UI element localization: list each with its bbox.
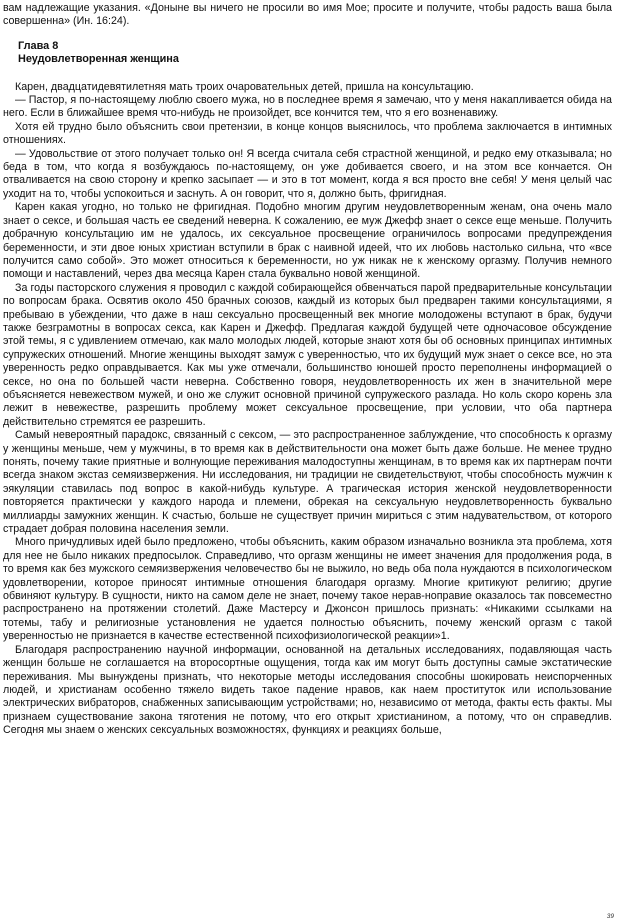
paragraph: Карен какая угодно, но только не фригидная. Подобно многим другим неудовлетворенным женам, она очень мало знает о сексе, и большая часть ее сведений неверна. К сожалению, ее муж Джефф знает о сексе еще меньше. Получить добрачную консультацию им не удалось, их сексуальное просвещение ограничилось вопросами предупреждения беременности, и эти двое юных христиан вступили в брак с наивной идеей, что их любовь настолько сильна, что «все получится само собой». Это может относиться к беременности, но уж никак не к женскому оргазму. Получив немного помощи и наставлений, через два месяца Карен стала буквально новой женщиной. (3, 201, 612, 281)
chapter-title: Неудовлетворенная женщина (18, 53, 179, 66)
paragraph: — Пастор, я по-настоящему люблю своего мужа, но в последнее время я замечаю, что у меня накапливается обида на него. Если в ближайшее время что-нибудь не произойдет, все кончится тем, что я его возненавижу. (3, 94, 612, 120)
intro-paragraph: вам надлежащие указания. «Доныне вы ничего не просили во имя Мое; просите и получите, чтобы радость ваша была совершенна» (Ин. 16:24). (3, 2, 612, 28)
paragraph: — Удовольствие от этого получает только он! Я всегда считала себя страстной женщиной, и редко ему отказывала; но беда в том, что когда я возбуждаюсь по-настоящему, он уже добивается своего, и на этом все кончается. Он отваливается на свою сторону и крепко засыпает — и это в тот момент, когда я вся просто вне себя! У меня целый час уходит на то, чтобы успокоиться и заснуть. А он говорит, что я, должно быть, фригидная. (3, 147, 612, 200)
paragraph: Хотя ей трудно было объяснить свои претензии, в конце концов выяснилось, что проблема заключается в интимных отношениях. (3, 120, 612, 147)
paragraph: Самый невероятный парадокс, связанный с сексом, — это распространенное заблуждение, что способность к оргазму у женщины меньше, чем у мужчины, в то время как в действительности она может быть даже больше. Не менее трудно понять, почему такие приятные и волнующие переживания малодоступны женщинам, в то время как их партнерам почти всегда знаком экстаз семяизвержения. Ни исследования, ни традиции не свидетельствуют, чтобы способность мужчин к эякуляции ставилась под вопрос в какой-нибудь культуре. А трагическая история женской неудовлетворенности повторяется практически у каждого народа и племени, обрекая на сексуальную неудовлетворенность буквально миллиарды замужних женщин. К счастью, больше не существует причин мириться с этим надувательством, от которого страдает добрая половина населения земли. (3, 429, 612, 536)
paragraph: Много причудливых идей было предложено, чтобы объяснить, каким образом изначально возникла эта проблема, хотя для нее не было никаких предпосылок. Справедливо, что оргазм женщины не имеет значения для продолжения рода, в то время как без мужского семяизвержения человечество бы не выжило, но ведь оба пола нуждаются в психологическом удовлетворении, которое приносят интимные отношения благодаря оргазму. Многие критикуют религию; другие обвиняют культуру. В сущности, никто на самом деле не знает, почему такое нерав-ноправие оказалось так повсеместно распространено на протяжении столетий. Даже Мастерсу и Джонсон пришлось признать: «Никакими ссылками на тотемы, табу и религиозные установления не удается полностью объяснить, почему женский оргазм с такой уверенностью не признается в качестве естественной психофизиологической реакции»1. (3, 536, 612, 643)
chapter-heading (18, 40, 612, 67)
paragraph: Благодаря распространению научной информации, основанной на детальных исследованиях, подавляющая часть женщин больше не соглашается на второсортные ощущения, тогда как им могут быть доступны самые экстатические переживания. Мы вынуждены признать, что некоторые методы исследования способны шокировать неиспорченных людей, и христианам особенно тяжело видеть такое падение нравов, как наем проституток или использование электрических вибраторов, снабженных записывающим устройствами; но, независимо от метода, факты есть факты. Мы признаем существование закона тяготения не потому, что его открыт христианином, а потому, что он справедлив. Сегодня мы знаем о женских сексуальных возможностях, функциях и реакциях больше, (3, 643, 612, 737)
page-number: 39 (606, 913, 614, 920)
paragraph: Карен, двадцатидевятилетняя мать троих очаровательных детей, пришла на консультацию. (15, 80, 474, 93)
paragraph: За годы пасторского служения я проводил с каждой собирающейся обвенчаться парой предварительные консультации по вопросам брака. Освятив около 450 брачных союзов, каждый из которых был предварен такими консультациями, я пребываю в убеждении, что даже в наш сексуально просвещенный век многие молодожены вступают в брак, будучи также безграмотны в вопросах секса, как Карен и Джефф. Предлагая каждой будущей чете одночасовое обсуждение этой темы, я с удивлением отмечаю, как мало молодых людей, которые знают хотя бы об основных принципах интимных супружеских отношений. Многие женщины выходят замуж с уверенностью, что их будущий муж знает о сексе все, но эта уверенность редко оправдывается. Как мы уже отмечали, большинство юношей просто переполнены информацией о сексе, но она по большей части неверна. Собственно говоря, неудовлетворенность их жен в значительной мере объясняется невежеством мужей, и оно же служит основной причиной супружеского разлада. Но коль скоро корень зла лежит в невежестве, разрешить проблему может сексуальное просвещение, при условии, что оба партнера действительно стремятся ее разрешить. (3, 281, 612, 428)
chapter-number: Глава 8 (18, 39, 59, 52)
